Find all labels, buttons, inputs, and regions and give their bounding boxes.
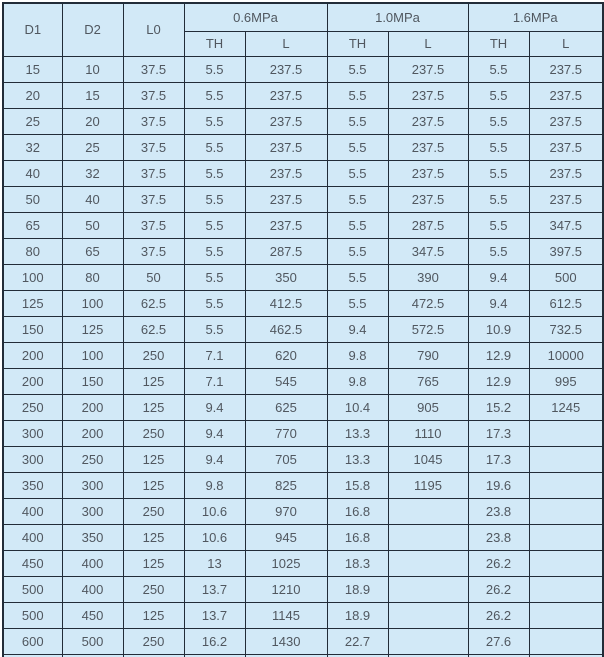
table-cell: 10000: [529, 342, 603, 368]
table-cell: 237.5: [388, 186, 468, 212]
table-row: [3, 186, 603, 212]
table-cell: 125: [123, 602, 184, 628]
table-cell: 5.5: [327, 56, 388, 82]
table-cell: 5.5: [184, 108, 245, 134]
table-cell: 287.5: [388, 212, 468, 238]
table-cell: 17.3: [468, 446, 529, 472]
table-row: [3, 550, 603, 576]
table-cell: 18.9: [327, 602, 388, 628]
table-cell: 13.7: [184, 576, 245, 602]
table-cell: 397.5: [529, 238, 603, 264]
table-cell: 10.6: [184, 524, 245, 550]
table-cell: 412.5: [245, 290, 327, 316]
table-cell: 237.5: [529, 134, 603, 160]
table-cell: 18.9: [327, 576, 388, 602]
table-cell: 237.5: [388, 134, 468, 160]
table-cell: 5.5: [327, 290, 388, 316]
table-cell: 26.2: [468, 550, 529, 576]
table-cell: 472.5: [388, 290, 468, 316]
table-cell: [529, 524, 603, 550]
table-row: [3, 368, 603, 394]
table-cell: 80: [3, 238, 62, 264]
table-cell: 12.9: [468, 342, 529, 368]
table-cell: 250: [123, 576, 184, 602]
table-cell: 125: [123, 446, 184, 472]
table-row: [3, 394, 603, 420]
table-cell: 250: [62, 446, 123, 472]
table-cell: 625: [245, 394, 327, 420]
table-row: [3, 212, 603, 238]
table-cell: 350: [62, 524, 123, 550]
table-cell: 65: [3, 212, 62, 238]
table-cell: 62.5: [123, 316, 184, 342]
table-row: [3, 108, 603, 134]
table-row: [3, 342, 603, 368]
table-cell: 12.9: [468, 368, 529, 394]
table-cell: 26.2: [468, 576, 529, 602]
table-cell: 5.5: [327, 238, 388, 264]
table-cell: 9.4: [184, 446, 245, 472]
table-cell: 300: [3, 420, 62, 446]
table-cell: 37.5: [123, 160, 184, 186]
table-cell: 10: [62, 56, 123, 82]
table-cell: 23.8: [468, 498, 529, 524]
table-cell: 20: [3, 82, 62, 108]
table-cell: 100: [3, 264, 62, 290]
table-cell: 7.1: [184, 368, 245, 394]
table-cell: 15.8: [327, 472, 388, 498]
table-cell: [388, 550, 468, 576]
table-cell: 1430: [245, 628, 327, 654]
table-cell: 13.3: [327, 420, 388, 446]
table-cell: 1210: [245, 576, 327, 602]
header-th-1-0mpa: TH: [327, 31, 388, 56]
table-row: [3, 290, 603, 316]
table-cell: 462.5: [245, 316, 327, 342]
table-cell: 5.5: [468, 212, 529, 238]
table-cell: 37.5: [123, 56, 184, 82]
table-cell: [388, 628, 468, 654]
table-cell: 37.5: [123, 134, 184, 160]
table-cell: 17.3: [468, 420, 529, 446]
table-cell: 50: [3, 186, 62, 212]
table-cell: 5.5: [468, 134, 529, 160]
table-cell: 9.8: [327, 342, 388, 368]
table-cell: 32: [3, 134, 62, 160]
table-cell: 450: [3, 550, 62, 576]
table-cell: 237.5: [388, 160, 468, 186]
table-cell: 13: [184, 550, 245, 576]
table-cell: 37.5: [123, 212, 184, 238]
table-cell: 905: [388, 394, 468, 420]
table-cell: 250: [3, 394, 62, 420]
table-cell: 15: [62, 82, 123, 108]
table-cell: 5.5: [184, 238, 245, 264]
table-cell: 825: [245, 472, 327, 498]
table-cell: 790: [388, 342, 468, 368]
table-cell: [529, 498, 603, 524]
table-row: [3, 472, 603, 498]
table-cell: 300: [62, 498, 123, 524]
table-cell: 13.7: [184, 602, 245, 628]
table-cell: 200: [62, 394, 123, 420]
table-cell: [529, 550, 603, 576]
header-pressure-0-6mpa: 0.6MPa: [184, 3, 327, 31]
table-cell: 237.5: [529, 160, 603, 186]
table-cell: 18.3: [327, 550, 388, 576]
table-cell: 237.5: [529, 108, 603, 134]
table-cell: 150: [3, 316, 62, 342]
table-cell: 400: [3, 498, 62, 524]
table-cell: 612.5: [529, 290, 603, 316]
table-cell: 250: [123, 498, 184, 524]
table-cell: 1245: [529, 394, 603, 420]
table-cell: 5.5: [184, 212, 245, 238]
table-cell: 5.5: [327, 264, 388, 290]
table-row: [3, 160, 603, 186]
table-cell: 5.5: [184, 290, 245, 316]
header-l-1-0mpa: L: [388, 31, 468, 56]
table-row: [3, 524, 603, 550]
table-cell: 40: [3, 160, 62, 186]
table-cell: 19.6: [468, 472, 529, 498]
table-cell: 237.5: [245, 186, 327, 212]
table-cell: 25: [62, 134, 123, 160]
table-cell: 27.6: [468, 628, 529, 654]
table-cell: 15: [3, 56, 62, 82]
table-cell: 7.1: [184, 342, 245, 368]
table-cell: [388, 524, 468, 550]
table-cell: [529, 576, 603, 602]
table-cell: [529, 472, 603, 498]
table-cell: 125: [123, 472, 184, 498]
table-row: [3, 498, 603, 524]
table-header: [3, 3, 603, 56]
table-cell: 237.5: [245, 134, 327, 160]
table-row: [3, 56, 603, 82]
table-cell: 80: [62, 264, 123, 290]
table-cell: 5.5: [327, 134, 388, 160]
table-cell: 572.5: [388, 316, 468, 342]
table-cell: 1025: [245, 550, 327, 576]
table-cell: 37.5: [123, 238, 184, 264]
table-cell: 23.8: [468, 524, 529, 550]
table-cell: 9.4: [327, 316, 388, 342]
table-cell: 100: [62, 342, 123, 368]
table-cell: 125: [123, 394, 184, 420]
table-cell: 237.5: [529, 186, 603, 212]
table-cell: 37.5: [123, 186, 184, 212]
table-cell: [388, 498, 468, 524]
table-cell: 237.5: [245, 160, 327, 186]
table-cell: 545: [245, 368, 327, 394]
table-cell: 100: [62, 290, 123, 316]
table-cell: 10.6: [184, 498, 245, 524]
header-d2: D2: [62, 3, 123, 56]
table-cell: 250: [123, 420, 184, 446]
header-pressure-1-0mpa: 1.0MPa: [327, 3, 468, 31]
table-row: [3, 576, 603, 602]
table-cell: 5.5: [468, 238, 529, 264]
table-row: [3, 446, 603, 472]
table-cell: 50: [123, 264, 184, 290]
dimension-spec-table: [2, 2, 604, 657]
table-cell: 9.8: [184, 472, 245, 498]
table-cell: 347.5: [388, 238, 468, 264]
table-cell: 65: [62, 238, 123, 264]
table-cell: 200: [62, 420, 123, 446]
table-cell: 300: [62, 472, 123, 498]
table-cell: 5.5: [184, 264, 245, 290]
table-cell: 40: [62, 186, 123, 212]
table-cell: 500: [529, 264, 603, 290]
table-cell: [529, 446, 603, 472]
table-cell: 250: [123, 628, 184, 654]
table-cell: 770: [245, 420, 327, 446]
table-cell: 995: [529, 368, 603, 394]
table-cell: 9.8: [327, 368, 388, 394]
table-cell: 16.2: [184, 628, 245, 654]
table-cell: 500: [3, 576, 62, 602]
header-l-0-6mpa: L: [245, 31, 327, 56]
table-cell: 400: [62, 576, 123, 602]
table-cell: 16.8: [327, 524, 388, 550]
table-cell: 5.5: [184, 82, 245, 108]
table-cell: 5.5: [327, 186, 388, 212]
table-cell: 5.5: [327, 160, 388, 186]
header-pressure-1-6mpa: 1.6MPa: [468, 3, 603, 31]
table-cell: 50: [62, 212, 123, 238]
table-cell: 390: [388, 264, 468, 290]
table-cell: 9.4: [184, 394, 245, 420]
table-cell: 5.5: [468, 108, 529, 134]
table-cell: 237.5: [388, 82, 468, 108]
table-cell: [388, 602, 468, 628]
table-cell: 970: [245, 498, 327, 524]
table-cell: 37.5: [123, 82, 184, 108]
table-cell: 5.5: [468, 82, 529, 108]
table-cell: 5.5: [184, 316, 245, 342]
table-cell: 350: [245, 264, 327, 290]
table-cell: 15.2: [468, 394, 529, 420]
table-cell: 125: [62, 316, 123, 342]
table-cell: 16.8: [327, 498, 388, 524]
table-row: [3, 264, 603, 290]
table-cell: 620: [245, 342, 327, 368]
table-cell: 5.5: [327, 82, 388, 108]
header-d1: D1: [3, 3, 62, 56]
table-cell: 237.5: [388, 56, 468, 82]
table-cell: 26.2: [468, 602, 529, 628]
table-cell: 5.5: [468, 56, 529, 82]
table-cell: 1110: [388, 420, 468, 446]
table-row: [3, 316, 603, 342]
table-cell: 9.4: [184, 420, 245, 446]
table-cell: [529, 628, 603, 654]
table-cell: [529, 420, 603, 446]
table-cell: 350: [3, 472, 62, 498]
table-cell: 237.5: [388, 108, 468, 134]
table-cell: 237.5: [245, 82, 327, 108]
table-cell: 22.7: [327, 628, 388, 654]
table-cell: 732.5: [529, 316, 603, 342]
table-cell: 237.5: [245, 108, 327, 134]
table-cell: 125: [123, 368, 184, 394]
table-cell: 1045: [388, 446, 468, 472]
table-cell: 237.5: [529, 82, 603, 108]
table-cell: 125: [123, 550, 184, 576]
table-cell: 347.5: [529, 212, 603, 238]
table-cell: 62.5: [123, 290, 184, 316]
table-cell: 5.5: [327, 212, 388, 238]
table-cell: 500: [3, 602, 62, 628]
table-row: [3, 134, 603, 160]
table-cell: 5.5: [184, 134, 245, 160]
table-cell: 1195: [388, 472, 468, 498]
table-cell: 200: [3, 368, 62, 394]
table-cell: 125: [3, 290, 62, 316]
table-cell: 600: [3, 628, 62, 654]
table-cell: 450: [62, 602, 123, 628]
table-cell: [529, 602, 603, 628]
table-cell: 765: [388, 368, 468, 394]
table-body: [3, 56, 603, 657]
table-row: [3, 82, 603, 108]
table-cell: 125: [123, 524, 184, 550]
table-row: [3, 238, 603, 264]
table-cell: 5.5: [184, 186, 245, 212]
table-row: [3, 420, 603, 446]
header-th-1-6mpa: TH: [468, 31, 529, 56]
table-cell: 945: [245, 524, 327, 550]
table-cell: 250: [123, 342, 184, 368]
table-cell: 1145: [245, 602, 327, 628]
table-cell: 9.4: [468, 264, 529, 290]
table-cell: 705: [245, 446, 327, 472]
table-cell: 32: [62, 160, 123, 186]
table-cell: 13.3: [327, 446, 388, 472]
table-cell: 287.5: [245, 238, 327, 264]
table-cell: 237.5: [245, 56, 327, 82]
table-cell: 5.5: [327, 108, 388, 134]
table-cell: 5.5: [184, 160, 245, 186]
table-row: [3, 602, 603, 628]
header-l0: L0: [123, 3, 184, 56]
table-cell: 9.4: [468, 290, 529, 316]
table-cell: 37.5: [123, 108, 184, 134]
table-cell: 237.5: [245, 212, 327, 238]
table-cell: 400: [62, 550, 123, 576]
table-cell: 150: [62, 368, 123, 394]
table-cell: 237.5: [529, 56, 603, 82]
table-cell: 10.9: [468, 316, 529, 342]
table-cell: 300: [3, 446, 62, 472]
table-cell: 5.5: [468, 160, 529, 186]
table-cell: 10.4: [327, 394, 388, 420]
table-cell: 5.5: [184, 56, 245, 82]
table-cell: 400: [3, 524, 62, 550]
table-cell: 200: [3, 342, 62, 368]
table-cell: 500: [62, 628, 123, 654]
table-cell: 25: [3, 108, 62, 134]
table-cell: [388, 576, 468, 602]
header-th-0-6mpa: TH: [184, 31, 245, 56]
table-row: [3, 628, 603, 654]
header-l-1-6mpa: L: [529, 31, 603, 56]
table-cell: 20: [62, 108, 123, 134]
table-cell: 5.5: [468, 186, 529, 212]
header-group-row: [3, 3, 603, 31]
